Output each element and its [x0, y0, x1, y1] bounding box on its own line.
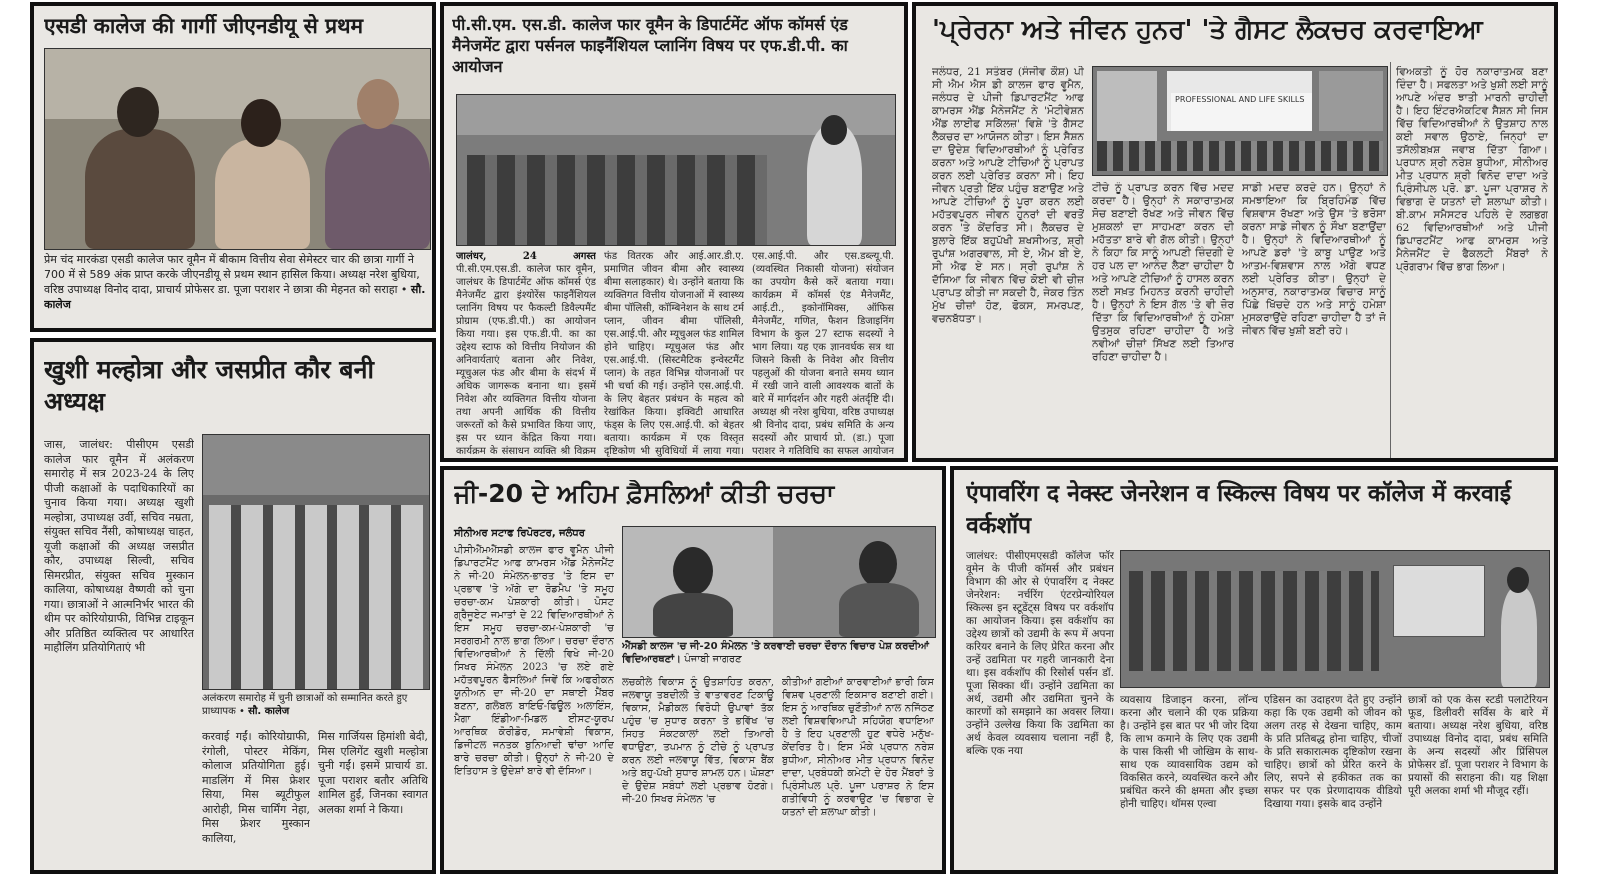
article-column-2: ਲਚਕੀਲੇ ਵਿਕਾਸ ਨੂੰ ਉਤਸ਼ਾਹਿਤ ਕਰਨਾ, ਜਲਵਾਯੂ ਤਬਦੀਲੀ ਤੇ ਵਾਤਾਵਰਣ ਟਿਕਾਊ ਵਿਕਾਸ, ਮੈਡੀਕਲ ਵਿਰੋਧੀ ਉਪਾਵਾਂ ਤੱਕ ਪਹੁੰਚ 'ਚ ਸੁਧਾਰ ਕਰਨਾ ਤੇ ਭਵਿੱਖ 'ਚ ਸਿਹਤ ਸੰਕਟਕਾਲਾਂ ਲਈ ਤਿਆਰੀ ਵਧਾਉਣਾ, ਤਪਮਾਨ ਨੂੰ ਟੀਚੇ ਨੂੰ ਪ੍ਰਾਪਤ ਕਰਨ ਲਈ ਜਲਵਾਯੂ ਵਿੱਤ, ਵਿਕਾਸ ਬੈਂਕ ਅਤੇ ਬਹੁ-ਪੱਖੀ ਸੁਧਾਰ ਸ਼ਾਮਲ ਹਨ। ਘੋਸ਼ਣਾ ਦੇ ਉਦੇਸ਼ ਸਬੰਧਾਂ ਲਈ ਪ੍ਰਭਾਵ ਹੋਣਗੇ। ਜੀ-20 ਸਿਖਰ ਸੰਮੇਲਨ 'ਚ — [622, 677, 774, 805]
article-column-2: फंड वितरक और आई.आर.डी.ए. प्रमाणित जीवन बीमा और स्वास्थ्य बीमा सलाहकार) थे। उन्होंने बताया कि व्यक्तिगत वित्तीय योजनाओं में स्वास्थ्य बीमा पॉलिसी, कॉम्बिनेशन के साथ टर्म प्लान, जीवन बीमा पॉलिसी, एस.आई.पी. और म्यूचुअल फंड शामिल होने चाहिए। म्यूचुअल फंड और एस.आई.पी. (सिस्टमैटिक इन्वेस्टमैंट प्लान) के तहत विभिन्न योजनाओं पर भी चर्चा की गई। उन्होंने एस.आई.पी. के लिए बेहतर प्रबंधन के महत्व को रेखांकित किया। इक्विटी आधारित फंड्स के लिए एस.आई.पी. को बेहतर बताया। कार्यक्रम में एक विस्तृत दृष्टिकोण भी सुविधियों में लाया गया। — [604, 251, 744, 457]
credit: ਪੰਜਾਬੀ ਜਾਗਰਣ — [684, 654, 742, 665]
news-clipping-guest-lecture — [912, 2, 1558, 462]
caption-text: ਐੱਸਡੀ ਕਾਲਜ 'ਚ ਜੀ-20 ਸੰਮੇਲਨ 'ਤੇ ਕਰਵਾਈ ਚਰਚਾ ਦੌਰਾਨ ਵਿਚਾਰ ਪੇਸ਼ ਕਰਦੀਆਂ ਵਿਦਿਆਰਥਣਾਂ। — [622, 641, 929, 665]
column-text: पी.सी.एम.एस.डी. कालेज फार वूमैन, जालंधर के डिपार्टमेंट ऑफ कॉमर्स एंड मैनेजमैंट द्वारा इंश्योरेंस फाइनैंशियल प्लानिंग विषय पर फैकल्टी डिवैल्पमैंट प्रोग्राम (एफ.डी.पी.) का आयोजन किया गया। इस एफ.डी.पी. का का उद्देश्य स्टाफ को वित्तीय नियोजन की अनिवार्यताएं बताना और निवेश, म्यूचुअल फंड और बीमा के संदर्भ में अधिक जागरूक बनाना था। इसमें निवेश और व्यक्तिगत वित्तीय योजना तथा अपनी आर्थिक की वित्तीय जरूरतों को कैसे प्रभावित किया जाए, इस पर ध्यान केंद्रित किया गया। कार्यक्रम के संसाधन व्यक्ति श्री विक्रम — [456, 264, 596, 457]
dateline: जालंधर, 24 अगस्त — [456, 251, 596, 262]
article-column-3: ਸਾਡੀ ਮਦਦ ਕਰਦੇ ਹਨ। ਉਨ੍ਹਾਂ ਨੇ ਸਮਝਾਇਆ ਕਿ ਬ੍ਰਿਹਿਮੰਡ ਵਿੱਚ ਵਿਸ਼ਵਾਸ ਰੱਖਣਾ ਅਤੇ ਉਸ 'ਤੇ ਭਰੋਸਾ ਕਰਨਾ ਸਾਡੇ ਜੀਵਨ ਨੂੰ ਸੌਖਾ ਬਣਾਉਂਦਾ ਹੈ। ਉਨ੍ਹਾਂ ਨੇ ਵਿਦਿਆਰਥੀਆਂ ਨੂੰ ਆਪਣੇ ਡਰਾਂ 'ਤੇ ਕਾਬੂ ਪਾਉਣ ਅਤੇ ਆਤਮ-ਵਿਸ਼ਵਾਸ ਨਾਲ ਅੱਗੇ ਵਧਣ ਲਈ ਪ੍ਰੇਰਿਤ ਕੀਤਾ। ਉਨ੍ਹਾਂ ਦੇ ਅਨੁਸਾਰ, ਨਕਾਰਾਤਮਕ ਵਿਚਾਰ ਸਾਨੂੰ ਪਿੱਛੇ ਖਿੱਚਦੇ ਹਨ ਅਤੇ ਸਾਨੂੰ ਹਮੇਸ਼ਾ ਮੁਸਕਰਾਉਂਦੇ ਰਹਿਣਾ ਚਾਹੀਦਾ ਹੈ ਤਾਂ ਜੋ ਜੀਵਨ ਵਿੱਚ ਖੁਸ਼ੀ ਬਣੀ ਰਹੇ। — [1242, 182, 1386, 337]
article-column-2: करवाई गईं। कोरियोग्राफी, रंगोली, पोस्टर मेकिंग, कोलाज प्रतियोगिता हुई। माडलिंग में मिस फ्रेशर सिया, मिस ब्यूटीफुल आरोही, मिस चार्मिंग नेहा, मिस फ्रेशर मुस्कान कालिया, — [202, 730, 310, 845]
article-column-4: ਵਿਅਕਤੀ ਨੂੰ ਹੋਰ ਨਕਾਰਾਤਮਕ ਬਣਾ ਦਿੰਦਾ ਹੈ। ਸਫਲਤਾ ਅਤੇ ਖੁਸ਼ੀ ਲਈ ਸਾਨੂੰ ਆਪਣੇ ਅੰਦਰ ਝਾਤੀ ਮਾਰਨੀ ਚਾਹੀਦੀ ਹੈ। ਇਹ ਇੰਟਰਐਕਟਿਵ ਸੈਸ਼ਨ ਸੀ ਜਿਸ ਵਿੱਚ ਵਿਦਿਆਰਥੀਆਂ ਨੇ ਉਤਸ਼ਾਹ ਨਾਲ ਕਈ ਸਵਾਲ ਉਠਾਏ, ਜਿਨ੍ਹਾਂ ਦਾ ਤਸੱਲੀਬਖ਼ਸ਼ ਜਵਾਬ ਦਿੱਤਾ ਗਿਆ। ਪ੍ਰਧਾਨ ਸ਼੍ਰੀ ਨਰੇਸ਼ ਬੁਧੀਆ, ਸੀਨੀਅਰ ਮੀਤ ਪ੍ਰਧਾਨ ਸ਼੍ਰੀ ਵਿਨੋਦ ਦਾਦਾ ਅਤੇ ਪ੍ਰਿੰਸੀਪਲ ਪ੍ਰੋ. ਡਾ. ਪੂਜਾ ਪ੍ਰਾਸ਼ਰ ਨੇ ਵਿਭਾਗ ਦੇ ਯਤਨਾਂ ਦੀ ਸ਼ਲਾਘਾ ਕੀਤੀ। ਬੀ.ਕਾਮ ਸਮੈਸਟਰ ਪਹਿਲੇ ਦੇ ਲਗਭਗ 62 ਵਿਦਿਆਰਥੀਆਂ ਅਤੇ ਪੀਜੀ ਡਿਪਾਰਟਮੈਂਟ ਆਫ ਕਾਮਰਸ ਅਤੇ ਮੈਨੇਜਮੈਂਟ ਦੇ ਫੈਕਲਟੀ ਮੈਂਬਰਾਂ ਨੇ ਪ੍ਰੋਗਰਾਮ ਵਿੱਚ ਭਾਗ ਲਿਆ। — [1396, 66, 1548, 273]
headline: ਜੀ-20 ਦੇ ਅਹਿਮ ਫ਼ੈਸਲਿਆਂ ਕੀਤੀ ਚਰਚਾ — [454, 480, 835, 508]
headline: पी.सी.एम. एस.डी. कालेज फार वूमैन के डिपार्टमेंट ऑफ कॉमर्स एंड मैनेजमेंट द्वारा पर्सनल फाइनैंशियल प्लानिंग विषय पर एफ.डी.पी. का आयोजन — [452, 15, 848, 76]
news-photo — [456, 94, 896, 246]
article-column-3: एस.आई.पी. और एस.डब्ल्यू.पी. (व्यवस्थित निकासी योजना) संयोजन का उपयोग कैसे करें बताया गया। कार्यक्रम में कॉमर्स एंड मैनेजमैंट, आई.टी., इकोनॉमिक्स, ऑफिस मैनेजमैंट, गणित, फैशन डिजाइनिंग विभाग के कुल 27 स्टाफ सदस्यों ने भाग लिया। यह एक ज्ञानवर्धक सत्र था जिसने किसी के निवेश और वित्तीय पहलुओं की योजना बनाते समय ध्यान में रखी जाने वाली आवश्यक बातों के बारे में मार्गदर्शन और गहरी अंतर्दृष्टि दी। अध्यक्ष श्री नरेश बुधिया, वरिष्ठ उपाध्यक्ष श्री विनोद दादा, प्रबंध समिति के अन्य सदस्यों और प्राचार्य प्रो. (डा.) पूजा पराशर ने गतिविधि का सफल आयोजन — [752, 251, 894, 457]
caption-text: प्रेम चंद मारकंडा एसडी कालेज फार वूमैन में बीकाम वित्तीय सेवा सेमेस्टर चार की छात्रा गार्गी ने 700 में से 589 अंक प्राप्त करके जीएनडीयू से प्रथम स्थान हासिल किया। अध्यक्ष नरेश बुधिया, वरिष्ठ उपाध्यक्ष विनोद दादा, प्राचार्य प्रोफेसर डा. पूजा पराशर ने छात्रा की मेहनत को सराहा • — [44, 253, 420, 296]
news-clipping-g20 — [440, 466, 946, 874]
photo-caption — [44, 252, 432, 330]
article-column-2: ਟੀਚੇ ਨੂੰ ਪ੍ਰਾਪਤ ਕਰਨ ਵਿੱਚ ਮਦਦ ਕਰਦਾ ਹੈ। ਉਨ੍ਹਾਂ ਨੇ ਸਕਾਰਾਤਮਕ ਸੋਚ ਬਣਾਈ ਰੱਖਣ ਅਤੇ ਜੀਵਨ ਵਿੱਚ ਮੁਸ਼ਕਲਾਂ ਦਾ ਸਾਹਮਣਾ ਕਰਨ ਦੀ ਮਹੱਤਤਾ ਬਾਰੇ ਵੀ ਗੱਲ ਕੀਤੀ। ਉਨ੍ਹਾਂ ਨੇ ਕਿਹਾ ਕਿ ਸਾਨੂੰ ਆਪਣੀ ਜ਼ਿੰਦਗੀ ਦੇ ਹਰ ਪਲ ਦਾ ਆਨੰਦ ਲੈਣਾ ਚਾਹੀਦਾ ਹੈ ਅਤੇ ਆਪਣੇ ਟੀਚਿਆਂ ਨੂੰ ਹਾਸਲ ਕਰਨ ਲਈ ਸਖ਼ਤ ਮਿਹਨਤ ਕਰਨੀ ਚਾਹੀਦੀ ਹੈ। ਉਨ੍ਹਾਂ ਨੇ ਇਸ ਗੱਲ 'ਤੇ ਵੀ ਜ਼ੋਰ ਦਿੱਤਾ ਕਿ ਵਿਦਿਆਰਥੀਆਂ ਨੂੰ ਹਮੇਸ਼ਾ ਉਤਸੁਕ ਰਹਿਣਾ ਚਾਹੀਦਾ ਹੈ ਅਤੇ ਨਵੀਆਂ ਚੀਜ਼ਾਂ ਸਿੱਖਣ ਲਈ ਤਿਆਰ ਰਹਿਣਾ ਚਾਹੀਦਾ ਹੈ। — [1092, 182, 1234, 363]
credit: सौ. कालेज — [44, 283, 426, 311]
news-clipping-election — [30, 338, 436, 874]
news-photo — [1120, 550, 1550, 688]
photo-caption — [202, 692, 428, 722]
article-column-3: मिस गार्जियस हिमांशी बेदी, मिस एलिगेंट खुशी मल्होत्रा चुनी गईं। इसमें प्राचार्य डा. पूजा पराशर बतौर अतिथि शामिल हुईं, जिनका स्वागत अलका शर्मा ने किया। — [318, 730, 428, 816]
byline: ਸੀਨੀਅਰ ਸਟਾਫ ਰਿਪੋਰਟਰ, ਜਲੰਧਰ — [454, 528, 585, 539]
article-column-3: एडिसन का उदाहरण देते हुए उन्होंने कहा कि एक उद्यमी को जीवन को अलग तरह से देखना चाहिए, काम के प्रति प्रतिबद्ध होना चाहिए, चीजों के प्रति सकारात्मक दृष्टिकोण रखना चाहिए। छात्रों को प्रेरित करने के लिए, सपने से हकीकत तक का सफर पर एक प्रेरणादायक वीडियो दिखाया गया। इसके बाद उन्होंने — [1264, 694, 1402, 810]
article-column-1: जास, जालंधर: पीसीएम एसडी कालेज फार वूमैन में अलंकरण समारोह में सत्र 2023-24 के लिए पीजी कक्षाओं के पदाधिकारियों का चुनाव किया गया। अध्यक्ष खुशी मल्होत्रा, उपाध्यक्ष उर्वी, सचिव नम्रता, संयुक्त सचिव नैंसी, कोषाध्यक्ष चाहत, यूजी कक्षाओं की अध्यक्ष जसप्रीत कौर, उपाध्यक्ष सिल्वी, सचिव सिमरप्रीत, संयुक्त सचिव मुस्कान कालिया, कोषाध्यक्ष वैष्णवी को चुना गया। छात्राओं ने आत्मनिर्भर भारत की थीम पर कोरियोग्राफी, विभिन्न टाइकून और प्रतिष्ठित व्यक्तित्व पर आधारित माहौलिंग प्रतियोगिताएं भी — [44, 438, 194, 654]
photo-caption — [622, 640, 934, 670]
credit: सौ. कालेज — [248, 706, 290, 717]
headline: एंपावरिंग द नेक्स्ट जेनरेशन व स्किल्स विषय पर कॉलेज में करवाई वर्कशॉप — [966, 481, 1512, 539]
news-clipping-workshop — [950, 466, 1558, 874]
news-clipping-gargi — [30, 2, 436, 332]
article-column-3: ਕੀਤੀਆਂ ਗਈਆਂ ਕਾਰਵਾਈਆਂ ਭਾਰੀ ਕਿਸ ਵਿਸ਼ਵ ਪ੍ਰਣਾਲੀ ਇਕਸਾਰ ਬਣਾਈ ਗਈ। ਇਸ ਨੂੰ ਆਰਥਿਕ ਚੁਣੌਤੀਆਂ ਨਾਲ ਨਜਿੱਠਣ ਲਈ ਵਿਸ਼ਵਵਿਆਪੀ ਸਹਿਯੋਗ ਵਧਾਇਆ ਹੈ ਤੇ ਇਹ ਪ੍ਰਣਾਲੀ ਹੁਣ ਵਧੇਰੇ ਮਨੁੱਖ-ਕੇਂਦਰਿਤ ਹੈ। ਇਸ ਮੌਕੇ ਪ੍ਰਧਾਨ ਨਰੇਸ਼ ਬੁਧੀਆ, ਸੀਨੀਅਰ ਮੀਤ ਪ੍ਰਧਾਨ ਵਿਨੋਦ ਦਾਦਾ, ਪ੍ਰਬੰਧਕੀ ਕਮੇਟੀ ਦੇ ਹੋਰ ਮੈਂਬਰਾਂ ਤੇ ਪ੍ਰਿੰਸੀਪਲ ਪ੍ਰੋ. ਪੂਜਾ ਪਰਾਸ਼ਰ ਨੇ ਇਸ ਗਤੀਵਿਧੀ ਨੂੰ ਕਰਵਾਉਣ 'ਚ ਵਿਭਾਗ ਦੇ ਯਤਨਾਂ ਦੀ ਸ਼ਲਾਘਾ ਕੀਤੀ। — [782, 677, 934, 818]
news-photo — [44, 48, 431, 250]
caption-text: अलंकरण समारोह में चुनी छात्राओं को सम्मानित करते हुए प्राध्यापक • — [202, 693, 408, 717]
news-photo — [622, 526, 936, 638]
headline: खुशी मल्होत्रा और जसप्रीत कौर बनी अध्यक्ष — [44, 355, 374, 416]
article-column-4: छात्रों को एक केस स्टडी पलाटेरियन फूड, डिलीवरी सर्विस के बारे में बताया। अध्यक्ष नरेश बुधिया, वरिष्ठ उपाध्यक्ष विनोद दादा, प्रबंध समिति के अन्य सदस्यों और प्रिंसिपल प्रोफेसर डॉ. पूजा पराशर ने विभाग के प्रयासों की सराहना की। यह शिक्षा पूरी अलका शर्मा भी मौजूद रहीं। — [1408, 694, 1548, 797]
slide-title: PROFESSIONAL AND LIFE SKILLS — [1171, 93, 1312, 131]
headline: एसडी कालेज की गार्गी जीएनडीयू से प्रथम — [44, 14, 364, 38]
news-photo — [1092, 66, 1388, 176]
news-photo — [202, 434, 430, 690]
news-clipping-fdp — [440, 2, 908, 462]
headline: 'ਪ੍ਰੇਰਨਾ ਅਤੇ ਜੀਵਨ ਹੁਨਰ' 'ਤੇ ਗੈਸਟ ਲੈਕਚਰ ਕਰਵਾਇਆ — [932, 16, 1483, 45]
article-column-1: ਪੀਸੀਐੱਮਐੱਸਡੀ ਕਾਲਜ ਫਾਰ ਵੂਮੈਨ ਪੀਜੀ ਡਿਪਾਰਟਮੈਂਟ ਆਫ ਕਾਮਰਸ ਐਂਡ ਮੈਨੇਜਮੈਂਟ ਨੇ ਜੀ-20 ਸੰਮੇਲਨ-ਭਾਰਤ 'ਤੇ ਇਸ ਦਾ ਪ੍ਰਭਾਵ 'ਤੇ ਅੱਗੇ ਦਾ ਰੋਡਮੈਪ 'ਤੇ ਸਮੂਹ ਚਰਚਾ-ਕਮ ਪੇਸ਼ਕਾਰੀ ਕੀਤੀ। ਪੋਸਟ ਗ੍ਰੈਜੂਏਟ ਜਮਾਤਾਂ ਦੇ 22 ਵਿਦਿਆਰਥੀਆਂ ਨੇ ਇਸ ਸਮੂਹ ਚਰਚਾ-ਕਮ-ਪੇਸ਼ਕਾਰੀ 'ਚ ਸਰਗਰਮੀ ਨਾਲ ਭਾਗ ਲਿਆ। ਚਰਚਾ ਦੌਰਾਨ ਵਿਦਿਆਰਥੀਆਂ ਨੇ ਦਿੱਲੀ ਵਿਖੇ ਜੀ-20 ਸਿਖਰ ਸੰਮੇਲਨ 2023 'ਚ ਲਏ ਗਏ ਮਹੱਤਵਪੂਰਨ ਫੈਸਲਿਆਂ ਜਿਵੇਂ ਕਿ ਅਫਰੀਕਨ ਯੂਨੀਅਨ ਦਾ ਜੀ-20 ਦਾ ਸਥਾਈ ਮੈਂਬਰ ਬਣਨਾ, ਗਲੋਬਲ ਬਾਇਓ-ਫਿਊਲ ਅਲਾਇੰਸ, ਮੈਗਾ ਇੰਡੀਆ-ਮਿਡਲ ਈਸਟ-ਯੂਰਪ ਆਰਥਿਕ ਕੋਰੀਡੋਰ, ਸਮਾਵੇਸ਼ੀ ਵਿਕਾਸ, ਡਿਜੀਟਲ ਜਨਤਕ ਬੁਨਿਆਦੀ ਢਾਂਚਾ ਆਦਿ ਬਾਰੇ ਚਰਚਾ ਕੀਤੀ। ਉਨ੍ਹਾਂ ਨੇ ਜੀ-20 ਦੇ ਇਤਿਹਾਸ ਤੇ ਉਦੇਸ਼ਾਂ ਬਾਰੇ ਵੀ ਦੱਸਿਆ। — [454, 545, 614, 777]
article-column-1 — [456, 250, 596, 458]
article-column-2: व्यवसाय डिजाइन करना, लॉन्च करना और चलाने की एक प्रक्रिया है। उन्होंने इस बात पर भी जोर दिया कि लाभ कमाने के लिए एक उद्यमी के पास किसी भी जोखिम के साथ-साथ एक व्यावसायिक उद्यम को विकसित करने, व्यवस्थित करने और प्रबंधित करने की क्षमता और इच्छा होनी चाहिए। थॉमस एल्वा — [1120, 694, 1258, 810]
article-column-1: जालंधर: पीसीएमएसडी कॉलेज फॉर वूमेन के पीजी कॉमर्स और प्रबंधन विभाग की ओर से एंपावरिंग द नेक्स्ट जेनरेशन: नर्चरिंग एंटरप्रेन्योरियल स्किल्स इन स्टूडेंट्स विषय पर वर्कशॉप का आयोजन किया। इस वर्कशॉप का उद्देश्य छात्रों को उद्यमी के रूप में अपना करियर बनाने के लिए प्रेरित करना और उन्हें उद्यमिता पर गहरी जानकारी देना था। इस वर्कशॉप की रिसोर्स पर्सन डॉ. पूजा सिक्का थीं। उन्होंने उद्यमिता का अर्थ, उद्यमी और उद्यमिता चुनने के कारणों को समझाने का अवसर लिया। उन्होंने उल्लेख किया कि उद्यमिता का अर्थ केवल व्यवसाय चलाना नहीं है, बल्कि एक नया — [966, 550, 1114, 757]
article-column-1: ਜਲੰਧਰ, 21 ਸਤੰਬਰ (ਸੰਜੀਵ ਕੌਸ਼) ਪੀ ਸੀ ਐਮ ਐਸ ਡੀ ਕਾਲਜ ਫਾਰ ਵੂਮੈਨ, ਜਲੰਧਰ ਦੇ ਪੀਜੀ ਡਿਪਾਰਟਮੈਂਟ ਆਫ ਕਾਮਰਸ ਐਂਡ ਮੈਨੇਜਮੈਂਟ ਨੇ 'ਮੋਟੀਵੇਸ਼ਨ ਐਂਡ ਲਾਈਫ ਸਕਿੱਲਜ਼' ਵਿਸ਼ੇ 'ਤੇ ਗੈਸਟ ਲੈਕਚਰ ਦਾ ਆਯੋਜਨ ਕੀਤਾ। ਇਸ ਸੈਸ਼ਨ ਦਾ ਉਦੇਸ਼ ਵਿਦਿਆਰਥੀਆਂ ਨੂੰ ਪ੍ਰੇਰਿਤ ਕਰਨਾ ਅਤੇ ਆਪਣੇ ਟੀਚਿਆਂ ਨੂੰ ਪ੍ਰਾਪਤ ਕਰਨ ਲਈ ਪ੍ਰੇਰਿਤ ਕਰਨਾ ਸੀ। ਇਹ ਜੀਵਨ ਪ੍ਰਤੀ ਇੱਕ ਪਹੁੰਚ ਬਣਾਉਣ ਅਤੇ ਆਪਣੇ ਟੀਚਿਆਂ ਨੂੰ ਪੂਰਾ ਕਰਨ ਲਈ ਮਹੱਤਵਪੂਰਨ ਜੀਵਨ ਹੁਨਰਾਂ ਦੀ ਵਰਤੋਂ ਕਰਨ 'ਤੇ ਕੇਂਦਰਿਤ ਸੀ। ਲੈਕਚਰ ਦੇ ਬੁਲਾਰੇ ਇੱਕ ਬਹੁਪੱਖੀ ਸ਼ਖਸੀਅਤ, ਸ਼੍ਰੀ ਰੁਪਾਂਸ਼ ਅਗਰਵਾਲ, ਸੀ ਏ, ਐਮ ਬੀ ਏ, ਸੀ ਐਫ ਏ ਸਨ। ਸ੍ਰੀ ਰੁਪਾਂਸ਼ ਨੇ ਦੱਸਿਆ ਕਿ ਜੀਵਨ ਵਿੱਚ ਕੋਈ ਵੀ ਚੀਜ਼ ਪ੍ਰਾਪਤ ਕੀਤੀ ਜਾ ਸਕਦੀ ਹੈ, ਜੇਕਰ ਤਿੰਨ ਮੁੱਖ ਚੀਜ਼ਾਂ ਹੋਣ, ਫੋਕਸ, ਸਮਰਪਣ, ਵਚਨਬੱਧਤਾ। — [932, 66, 1084, 325]
